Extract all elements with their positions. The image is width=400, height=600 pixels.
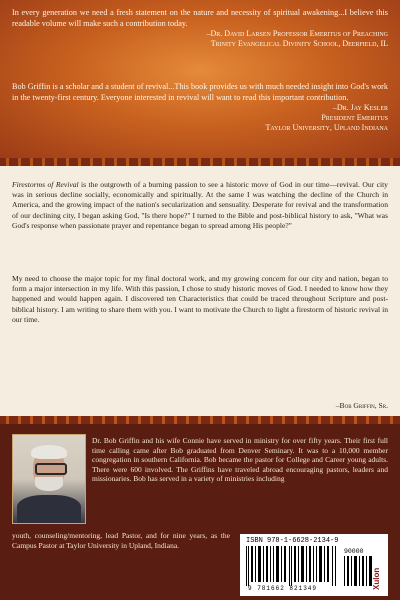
endorsement-1 <box>12 8 388 49</box>
barcode-box <box>240 534 388 596</box>
endorsement-2-attribution-line2: President Emeritus <box>321 113 388 122</box>
publisher-logo: Xulon <box>372 567 381 590</box>
author-photo <box>12 434 86 524</box>
price-code: 90000 <box>344 548 364 555</box>
description-paragraph-2 <box>12 274 388 325</box>
author-bio-band <box>0 424 400 600</box>
endorsement-1-quote: In every generation we need a fresh statement on the nature and necessity of spiritual awakening...I believe this readable volume will make such a contribution today. <box>12 8 388 28</box>
decorative-border-top <box>0 158 400 166</box>
description-paragraph-1 <box>12 180 388 231</box>
endorsement-2-quote: Bob Griffin is a scholar and a student of revival...This book provides us with much needed insight into God's work in the twenty-first century. Everyone interested in revival will want to read this important contribution. <box>12 82 388 102</box>
endorsement-2 <box>12 82 388 133</box>
endorsement-2-attribution-line1: –Dr. Jay Kesler <box>332 103 388 112</box>
description-paragraph-1-text: is the outgrowth of a burning passion to see a historic move of God in our time—revival. Our city was in serious decline socially, economically and spiritually. At the same I was watching the decline of the Church in America, and the growing impact of the nation's secularization and sensuality. Desperate for revival and the transformation of our declining city, I began asking God, "Is there hope?" I turned to the Bible and post-biblical history to ask, "What was God's response when passionate prayer and repentance began to spread among His people?" <box>12 180 388 230</box>
decorative-border-bottom <box>0 416 400 424</box>
description-paragraph-2-text: My need to choose the major topic for my final doctoral work, and my growing concern for our city and nation, began to form a major intersection in my life. With this passion, I chose to study historic moves of God. I needed to know how they happened and would happen again. I discovered ten Characteristics that could be traced throughout Scripture and post-biblical history. I am writing to share them with you. I want to motivate the Church to light a firestorm of historic revival in our time. <box>12 274 388 324</box>
author-bio-part1 <box>92 436 388 484</box>
description-panel <box>0 166 400 416</box>
endorsement-1-attribution-line2: Trinity Evangelical Divinity School, Deerfield, IL <box>210 39 388 48</box>
book-title-italic: Firestorms of Revival <box>12 180 79 189</box>
barcode-bars <box>246 546 338 586</box>
endorsement-2-attribution-line3: Taylor University, Upland Indiana <box>265 123 388 132</box>
barcode-number: 9 781662 821349 <box>248 585 318 592</box>
isbn-text: ISBN 978-1-6628-2134-9 <box>246 537 339 545</box>
endorsement-band <box>0 0 400 158</box>
author-signature: –Bob Griffin, Sr. <box>335 401 388 410</box>
author-bio-text-1: Dr. Bob Griffin and his wife Connie have served in ministry for over fifty years. Their first full time calling came after Bob graduated from Denver Seminary. It was to a 10,000 member congregation in southern California. Bob became the pastor for College and Career young adults. There were 600 involved. The Griffins have traveled abroad encouraging pastors, leaders and missionaries. Bob has served in a variety of ministries including <box>92 436 388 484</box>
endorsement-1-attribution-line1: –Dr. David Larsen Professor Emeritus of Preaching <box>206 29 388 38</box>
author-bio-part2 <box>12 531 230 550</box>
author-bio-text-2: youth, counseling/mentoring, lead Pastor, and for nine years, as the Campus Pastor at Taylor University in Upland, Indiana. <box>12 531 230 550</box>
price-barcode-bars <box>344 556 374 586</box>
